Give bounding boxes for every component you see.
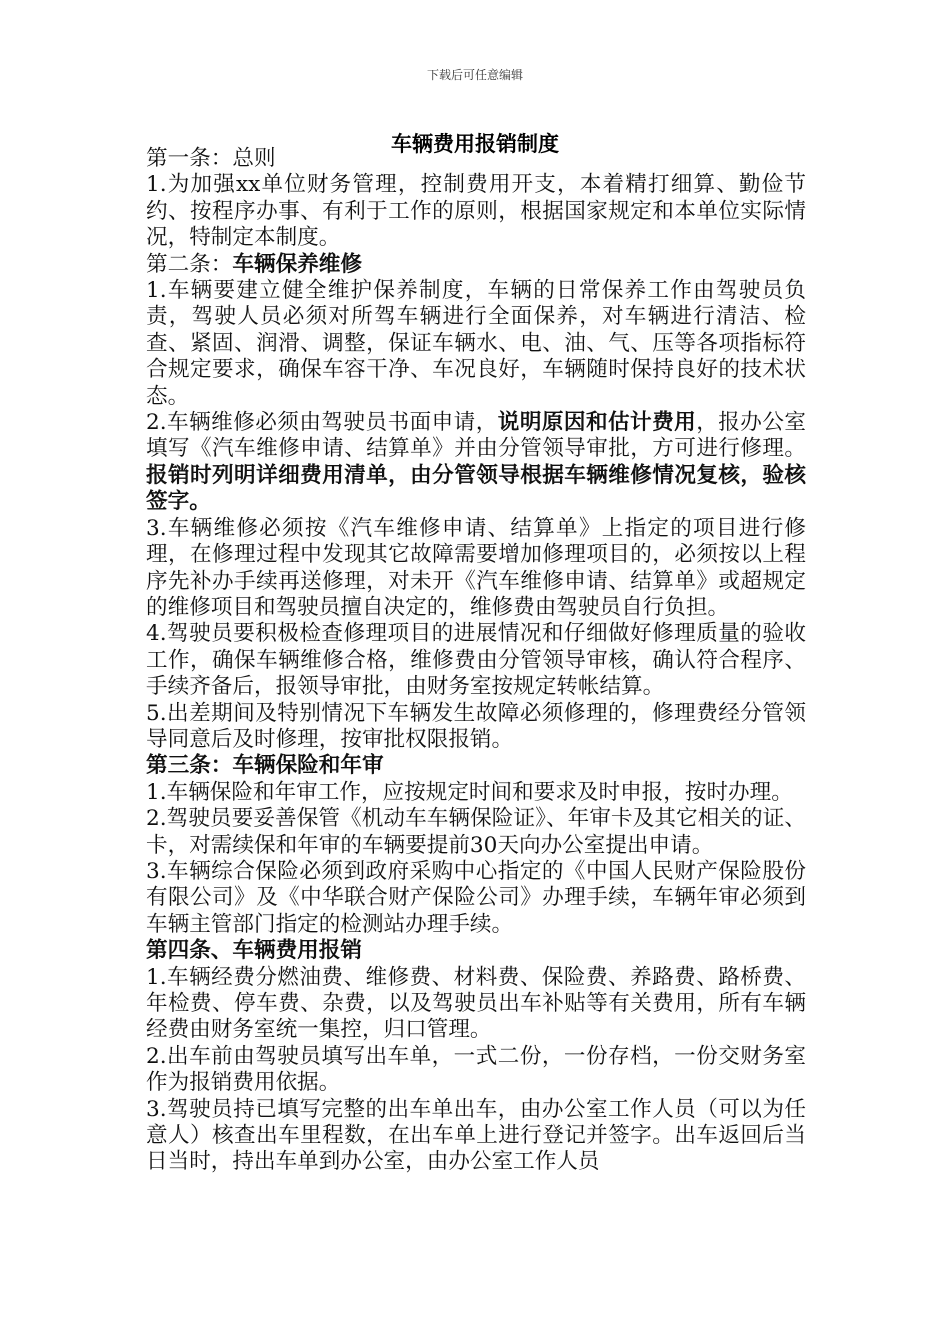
section-2-heading-title: 车辆保养维修: [232, 251, 362, 277]
section-2-paragraph-4: 4.驾驶员要积极检查修理项目的进展情况和仔细做好修理质量的验收工作，确保车辆维修合格，维修费由分管领导审核，确认符合程序、手续齐备后，报领导审批，由财务室按规定转帐结算。: [146, 621, 806, 700]
section-3-paragraph-1: 1.车辆保险和年审工作，应按规定时间和要求及时申报，按时办理。: [146, 779, 793, 805]
section-2-paragraph-2-emphasis-a: 说明原因和估计费用: [497, 410, 697, 436]
section-1-paragraph-1: 1.为加强xx单位财务管理，控制费用开支，本着精打细算、勤俭节约、按程序办事、有利于工作的原则，根据国家规定和本单位实际情况，特制定本制度。: [146, 172, 806, 251]
section-2-heading-prefix: 第二条：: [146, 251, 233, 277]
section-4-paragraph-3: 3.驾驶员持已填写完整的出车单出车，由办公室工作人员（可以为任意人）核查出车里程数，在出车单上进行登记并签字。出车返回后当日当时，持出车单到办公室，由办公室工作人员: [146, 1096, 806, 1175]
section-4-paragraph-1: 1.车辆经费分燃油费、维修费、材料费、保险费、养路费、路桥费、年检费、停车费、杂费，以及驾驶员出车补贴等有关费用，所有车辆经费由财务室统一集控，归口管理。: [146, 964, 806, 1043]
page-header: 下载后可任意编辑: [426, 68, 523, 82]
document-body: [146, 146, 806, 1176]
section-2-paragraph-1: 1.车辆要建立健全维护保养制度，车辆的日常保养工作由驾驶员负责，驾驶人员必须对所驾车辆进行全面保养，对车辆进行清洁、检查、紧固、润滑、调整，保证车辆水、电、油、气、压等各项指标符合规定要求，确保车容干净、车况良好，车辆随时保持良好的技术状态。: [146, 278, 806, 409]
section-1-heading: 第一条：总则: [146, 146, 276, 171]
section-2-heading: [146, 252, 806, 278]
section-3-paragraph-2: 2.驾驶员要妥善保管《机动车车辆保险证》、年审卡及其它相关的证、卡，对需续保和年审的车辆要提前30天向办公室提出申请。: [146, 806, 806, 858]
section-2-paragraph-3: 3.车辆维修必须按《汽车维修申请、结算单》上指定的项目进行修理，在修理过程中发现其它故障需要增加修理项目的，必须按以上程序先补办手续再送修理，对未开《汽车维修申请、结算单》或超规定的维修项目和驾驶员擅自决定的，维修费由驾驶员自行负担。: [146, 515, 806, 620]
section-2-paragraph-2-part-a: 2.车辆维修必须由驾驶员书面申请，: [146, 410, 498, 436]
section-4-heading: 第四条、车辆费用报销: [146, 938, 362, 964]
section-2-paragraph-2-emphasis-b: 报销时列明详细费用清单，由分管领导根据车辆维修情况复核，验核签字。: [146, 462, 806, 515]
section-2-paragraph-5: 5.出差期间及特别情况下车辆发生故障必须修理的，修理费经分管领导同意后及时修理，按审批权限报销。: [146, 700, 806, 752]
section-3-heading: 第三条：车辆保险和年审: [146, 753, 384, 779]
section-4-paragraph-2: 2.出车前由驾驶员填写出车单，一式二份，一份存档，一份交财务室作为报销费用依据。: [146, 1043, 806, 1096]
document-title: 车辆费用报销制度: [391, 132, 559, 156]
section-3-paragraph-3: 3.车辆综合保险必须到政府采购中心指定的《中国人民财产保险股份有限公司》及《中华联合财产保险公司》办理手续，车辆年审必须到车辆主管部门指定的检测站办理手续。: [146, 858, 806, 937]
section-2-paragraph-2-part-c: ，报办公室填写《汽车维修申请、结算单》并由分管领导审批，方可进行修理。: [146, 410, 806, 462]
section-2-paragraph-2: [146, 410, 806, 516]
